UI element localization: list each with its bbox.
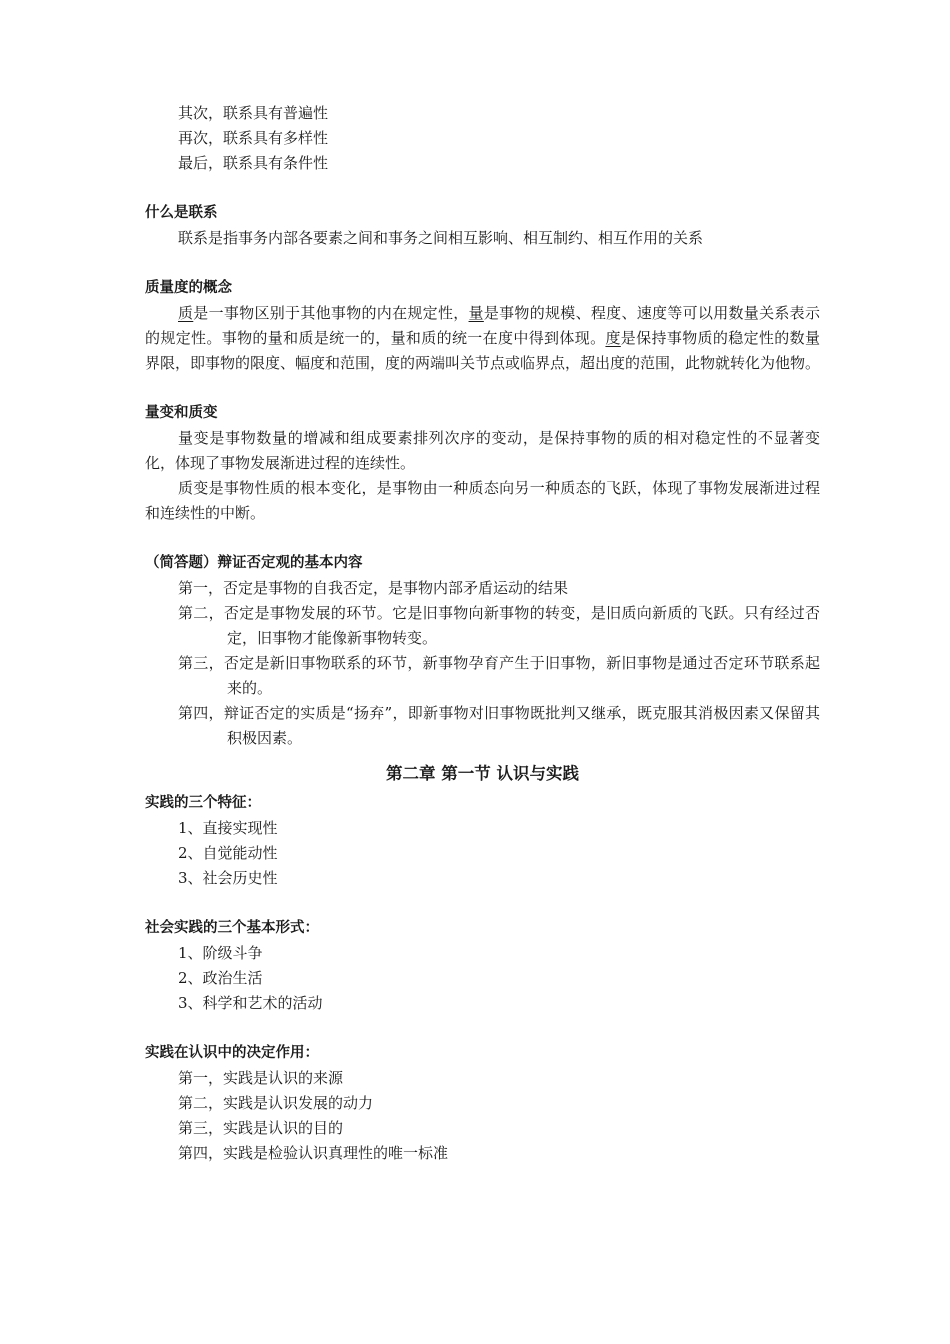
paragraph-zhiliangdu bbox=[145, 301, 820, 376]
chapter-title: 第二章 第一节 认识与实践 bbox=[386, 764, 579, 783]
paragraph-lianxi: 联系是指事务内部各要素之间和事务之间相互影响、相互制约、相互作用的关系 bbox=[178, 229, 704, 247]
list-item: 第三，否定是新旧事物联系的环节，新事物孕育产生于旧事物，新旧事物是通过否定环节联系起来的。 bbox=[178, 654, 820, 697]
list-item: 第三，实践是认识的目的 bbox=[178, 1119, 344, 1137]
list-item: 再次，联系具有多样性 bbox=[178, 129, 329, 147]
section-heading-liangbian: 量变和质变 bbox=[145, 405, 218, 421]
list-item: 最后，联系具有条件性 bbox=[178, 154, 329, 172]
spacer bbox=[145, 376, 820, 401]
section-heading-lianxi: 什么是联系 bbox=[145, 205, 218, 221]
list-item: 第二，否定是事物发展的环节。它是旧事物向新事物的转变，是旧质向新质的飞跃。只有经过否定，旧事物才能像新事物转变。 bbox=[178, 604, 820, 647]
paragraph-liangbian: 量变是事物数量的增减和组成要素排列次序的变动，是保持事物的质的相对稳定性的不显著变化，体现了事物发展渐进过程的连续性。 bbox=[145, 429, 820, 472]
list-item: 3、社会历史性 bbox=[178, 869, 278, 887]
term-zhi: 质 bbox=[178, 304, 194, 322]
list-item: 第二，实践是认识发展的动力 bbox=[178, 1094, 374, 1112]
spacer bbox=[145, 526, 820, 551]
list-item: 2、政治生活 bbox=[178, 969, 263, 987]
list-item: 1、阶级斗争 bbox=[178, 944, 263, 962]
term-du: 度 bbox=[605, 329, 621, 347]
section-heading-tezheng: 实践的三个特征： bbox=[145, 795, 261, 811]
section-heading-xingshi: 社会实践的三个基本形式： bbox=[145, 920, 319, 936]
list-item: 第一，否定是事物的自我否定，是事物内部矛盾运动的结果 bbox=[178, 579, 569, 597]
document-body bbox=[145, 101, 820, 1166]
spacer bbox=[145, 251, 820, 276]
list-item: 1、直接实现性 bbox=[178, 819, 278, 837]
list-item: 第四，辩证否定的实质是“扬弃”，即新事物对旧事物既批判又继承，既克服其消极因素又保留其积极因素。 bbox=[178, 704, 820, 747]
term-liang: 量 bbox=[468, 304, 484, 322]
section-heading-fouding: （简答题）辩证否定观的基本内容 bbox=[145, 555, 363, 571]
section-heading-zhiliangdu: 质量度的概念 bbox=[145, 280, 232, 296]
text-liang: 是事物的规模、程度、速度等可以用数量关系表示的规定性。事物的量和质是统一的，量和质的统一在度中得到体现。 bbox=[145, 304, 820, 347]
list-item: 其次，联系具有普遍性 bbox=[178, 104, 329, 122]
list-item: 2、自觉能动性 bbox=[178, 844, 278, 862]
text-du: 是保持事物质的稳定性的数量界限，即事物的限度、幅度和范围，度的两端叫关节点或临界点，超出度的范围，此物就转化为他物。 bbox=[145, 329, 821, 372]
list-item: 第一，实践是认识的来源 bbox=[178, 1069, 344, 1087]
text-zhi: 是一事物区别于其他事物的内在规定性， bbox=[193, 304, 469, 322]
paragraph-zhibian: 质变是事物性质的根本变化，是事物由一种质态向另一种质态的飞跃，体现了事物发展渐进过程和连续性的中断。 bbox=[145, 479, 820, 522]
section-heading-zuoyong: 实践在认识中的决定作用： bbox=[145, 1045, 319, 1061]
spacer bbox=[145, 1016, 820, 1041]
list-item: 3、科学和艺术的活动 bbox=[178, 994, 323, 1012]
spacer bbox=[145, 891, 820, 916]
list-item: 第四，实践是检验认识真理性的唯一标准 bbox=[178, 1144, 449, 1162]
spacer bbox=[145, 176, 820, 201]
